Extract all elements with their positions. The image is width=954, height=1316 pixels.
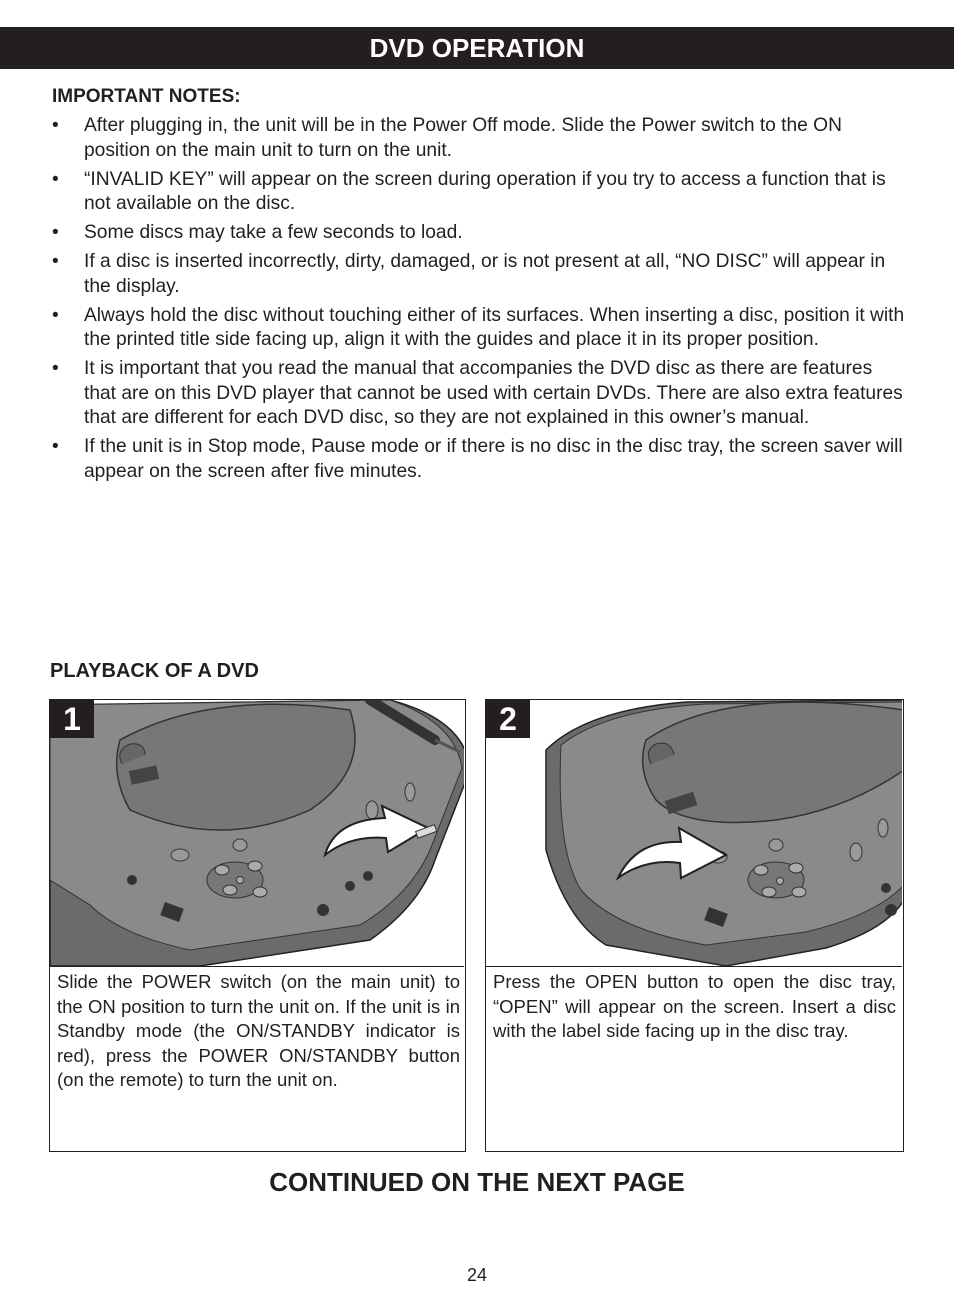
- note-text: It is important that you read the manual that accompanies the DVD disc as there are features that are on this DVD player that cannot be used with certain DVDs. There are also extra features that are different for each DVD disc, so they are not explained in this owner’s manual.: [84, 358, 903, 428]
- list-item: [50, 250, 906, 299]
- bullet: •: [52, 222, 59, 243]
- list-item: [50, 435, 906, 484]
- step-number: 2: [486, 700, 530, 738]
- bullet: •: [52, 251, 59, 272]
- step-1-panel: [49, 699, 466, 1152]
- note-text: “INVALID KEY” will appear on the screen during operation if you try to access a function that is not available on the disc.: [84, 168, 886, 214]
- dvd-player-open-button-image: [486, 700, 902, 966]
- section-header: [0, 27, 954, 69]
- step-2-panel: [485, 699, 904, 1152]
- list-item: [50, 221, 906, 246]
- bullet: •: [52, 304, 59, 326]
- note-text: If a disc is inserted incorrectly, dirty, damaged, or is not present at all, “NO DISC” will appear in the display.: [84, 251, 886, 297]
- page-number: 24: [466, 1265, 488, 1285]
- bullet: •: [52, 358, 59, 379]
- list-item: [50, 168, 906, 217]
- note-text: If the unit is in Stop mode, Pause mode or if there is no disc in the disc tray, the screen saver will appear on the screen after five minutes.: [84, 436, 903, 482]
- step-1-illustration: [50, 700, 464, 967]
- step-2-caption: Press the OPEN button to open the disc tray, “OPEN” will appear on the screen. Insert a disc with the label side facing up in the disc tray.: [493, 971, 896, 1042]
- section-title: DVD OPERATION: [369, 32, 585, 63]
- step-1-caption: Slide the POWER switch (on the main unit) to the ON position to turn the unit on. If the unit is in Standby mode (the ON/STANDBY indicator is red), press the POWER ON/STANDBY button (on the remote) to turn the unit on.: [57, 971, 460, 1091]
- playback-heading: PLAYBACK OF A DVD: [50, 660, 259, 682]
- list-item: [50, 114, 906, 163]
- bullet: •: [52, 168, 59, 190]
- bullet: •: [52, 115, 59, 136]
- continued-notice: CONTINUED ON THE NEXT PAGE: [269, 1167, 685, 1197]
- list-item: [50, 304, 906, 353]
- notes-list: [50, 114, 906, 489]
- step-2-illustration: [486, 700, 902, 967]
- note-text: After plugging in, the unit will be in the Power Off mode. Slide the Power switch to the ON position on the main unit to turn on the unit.: [84, 115, 842, 161]
- note-text: Some discs may take a few seconds to load.: [84, 222, 463, 243]
- dvd-player-power-switch-image: [50, 700, 464, 966]
- bullet: •: [52, 436, 59, 457]
- notes-heading: IMPORTANT NOTES:: [52, 86, 241, 107]
- step-number: 1: [50, 700, 94, 738]
- note-text: Always hold the disc without touching either of its surfaces. When inserting a disc, position it with the printed title side facing up, align it with the guides and place it in its proper position.: [84, 304, 905, 350]
- list-item: [50, 357, 906, 431]
